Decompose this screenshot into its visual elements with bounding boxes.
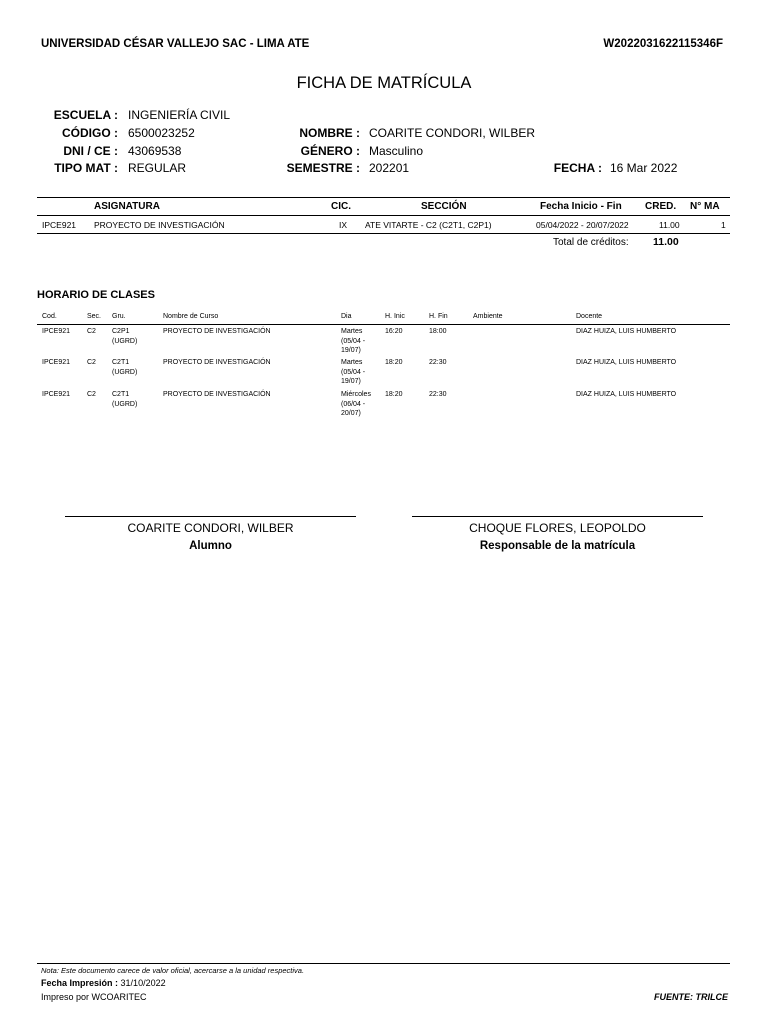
- sched-hinic: 16:20: [385, 328, 403, 335]
- nombre-label: NOMBRE :: [299, 126, 360, 140]
- sched-col-docente: Docente: [576, 313, 603, 320]
- row-nma: 1: [721, 220, 726, 230]
- col-cred: CRED.: [645, 201, 677, 212]
- genero-value: Masculino: [369, 144, 424, 158]
- semestre-label: SEMESTRE :: [286, 161, 360, 175]
- sched-curso: PROYECTO DE INVESTIGACIÓN: [163, 391, 271, 398]
- table-header-rule: [37, 215, 730, 216]
- row-cic: IX: [339, 220, 348, 230]
- col-seccion: SECCIÓN: [421, 201, 467, 212]
- sched-cod: IPCE921: [42, 359, 71, 366]
- sched-gru: C2T1 (UGRD): [112, 359, 138, 376]
- row-code: IPCE921: [42, 220, 77, 230]
- col-cic: CIC.: [331, 201, 351, 212]
- sched-curso: PROYECTO DE INVESTIGACIÓN: [163, 359, 271, 366]
- sched-gru: C2P1 (UGRD): [112, 328, 138, 345]
- col-fechas: Fecha Inicio - Fin: [540, 201, 622, 212]
- source-label: FUENTE: TRILCE: [654, 992, 728, 1002]
- codigo-label: CÓDIGO :: [62, 126, 118, 140]
- sched-docente: DIAZ HUIZA, LUIS HUMBERTO: [576, 328, 677, 335]
- sched-col-ambiente: Ambiente: [473, 313, 503, 320]
- sched-col-hinic: H. Inic: [385, 313, 405, 320]
- sched-hinic: 18:20: [385, 391, 403, 398]
- table-bottom-rule: [37, 233, 730, 234]
- table-top-rule: [37, 197, 730, 198]
- sched-sec: C2: [87, 328, 96, 335]
- responsible-name: CHOQUE FLORES, LEOPOLDO: [469, 521, 646, 535]
- sched-dia: Martes (05/04 - 19/07): [341, 359, 366, 385]
- sched-col-dia: Dia: [341, 313, 352, 320]
- student-name: COARITE CONDORI, WILBER: [127, 521, 294, 535]
- printed-by: Impreso por WCOARITEC: [41, 992, 147, 1002]
- sched-gru: C2T1 (UGRD): [112, 391, 138, 408]
- row-cred: 11.00: [659, 220, 680, 230]
- footer-rule: [37, 963, 730, 964]
- dni-value: 43069538: [128, 144, 182, 158]
- schedule-title: HORARIO DE CLASES: [37, 289, 155, 301]
- sched-hfin: 22:30: [429, 391, 447, 398]
- sched-col-sec: Sec.: [87, 313, 102, 320]
- sched-curso: PROYECTO DE INVESTIGACIÓN: [163, 328, 271, 335]
- semestre-value: 202201: [369, 161, 410, 175]
- responsible-role: Responsable de la matrícula: [479, 540, 636, 552]
- codigo-value: 6500023252: [128, 126, 195, 140]
- sched-hinic: 18:20: [385, 359, 403, 366]
- sched-col-gru: Gru.: [112, 313, 126, 320]
- total-credits-value: 11.00: [653, 236, 679, 248]
- genero-label: GÉNERO :: [300, 144, 360, 158]
- university-name: UNIVERSIDAD CÉSAR VALLEJO SAC - LIMA ATE: [41, 38, 310, 50]
- footer-note: Nota: Este documento carece de valor oficial, acercarse a la unidad respectiva.: [41, 966, 305, 975]
- schedule-header-rule: [37, 324, 730, 325]
- sched-dia: Martes (05/04 - 19/07): [341, 328, 366, 354]
- row-fechas: 05/04/2022 - 20/07/2022: [536, 220, 629, 230]
- signature-line: [65, 516, 356, 517]
- student-role: Alumno: [189, 540, 232, 552]
- dni-label: DNI / CE :: [63, 144, 118, 158]
- document-code: W2022031622115346F: [603, 38, 723, 50]
- print-date-label: Fecha Impresión :: [41, 978, 119, 988]
- sched-dia: Miércoles (06/04 - 20/07): [341, 391, 371, 417]
- sched-docente: DIAZ HUIZA, LUIS HUMBERTO: [576, 359, 677, 366]
- page-title: FICHA DE MATRÍCULA: [296, 74, 472, 92]
- sched-sec: C2: [87, 359, 96, 366]
- sched-col-cod: Cod.: [42, 313, 57, 320]
- sched-cod: IPCE921: [42, 328, 71, 335]
- escuela-value: INGENIERÍA CIVIL: [128, 108, 231, 122]
- sched-sec: C2: [87, 391, 96, 398]
- sched-docente: DIAZ HUIZA, LUIS HUMBERTO: [576, 391, 677, 398]
- fecha-label: FECHA :: [553, 161, 602, 175]
- tipo-mat-value: REGULAR: [128, 161, 187, 175]
- fecha-value: 16 Mar 2022: [610, 161, 678, 175]
- row-seccion: ATE VITARTE - C2 (C2T1, C2P1): [365, 220, 492, 230]
- col-asignatura: ASIGNATURA: [94, 201, 160, 212]
- print-date: [41, 978, 166, 988]
- escuela-label: ESCUELA :: [53, 108, 118, 122]
- sched-col-hfin: H. Fin: [429, 313, 448, 320]
- sched-hfin: 22:30: [429, 359, 447, 366]
- sched-col-curso: Nombre de Curso: [163, 313, 219, 320]
- tipo-mat-label: TIPO MAT :: [54, 161, 118, 175]
- print-date-value: 31/10/2022: [120, 978, 166, 988]
- row-name: PROYECTO DE INVESTIGACIÓN: [94, 220, 225, 230]
- sched-hfin: 18:00: [429, 328, 447, 335]
- signature-line: [412, 516, 703, 517]
- total-credits-label: Total de créditos:: [553, 237, 629, 248]
- sched-cod: IPCE921: [42, 391, 71, 398]
- nombre-value: COARITE CONDORI, WILBER: [369, 126, 536, 140]
- col-nma: N° MA: [690, 201, 720, 212]
